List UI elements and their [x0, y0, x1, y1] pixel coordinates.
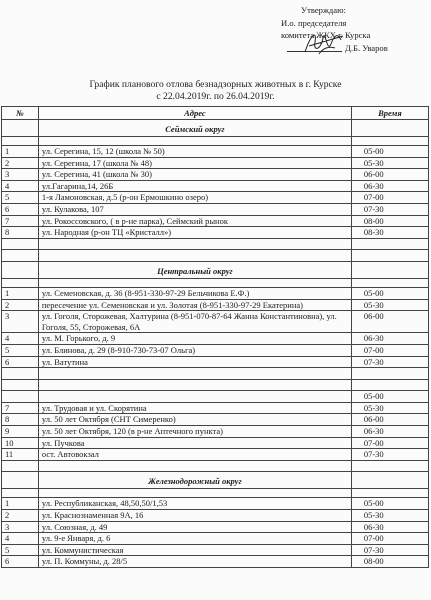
table-row: 6 ул. Кулакова, 107 07-30	[2, 203, 429, 215]
table-row: 8 ул. 50 лет Октября (СНТ Симеренко) 06-00	[2, 414, 429, 426]
table-row: 6 ул. Ватутина 07-30	[2, 356, 429, 368]
table-row: 4 ул.Гагарина,14, 26Б 06-30	[2, 180, 429, 192]
table-row: 5 ул. Блинова, д. 29 (8-910-730-73-07 Ольга) 07-00	[2, 344, 429, 356]
section-title: Центральный округ	[38, 261, 351, 278]
title-line-1: График планового отлова безнадзорных животных в г. Курске	[89, 79, 342, 90]
table-row: 4 ул. 9-е Января, д. 6 07-00	[2, 533, 429, 545]
table-row: 2 ул. Краснознаменная 9А, 16 05-30	[2, 510, 429, 522]
table-row: 3 ул. Серегина, 41 (школа № 30) 06-00	[2, 169, 429, 181]
approval-position: И.о. председателя	[281, 17, 347, 28]
header-time: Время	[351, 107, 428, 120]
document-title	[0, 79, 431, 103]
table-row: 3 ул. Гоголя, Сторожевая, Халтурина (8-951-070-87-64 Жанна Константиновна), ул. Гоголя, 55, Сторожевая, 6А 06-00	[2, 311, 429, 333]
approval-block	[281, 4, 429, 54]
approval-heading: Утверждаю:	[301, 5, 346, 15]
table-row: 11 ост. Автовокзал 07-30	[2, 449, 429, 461]
title-line-2: с 22.04.2019г. по 26.04.2019г.	[156, 91, 275, 102]
schedule-table	[1, 106, 429, 568]
section-row	[2, 261, 429, 278]
section-title: Железнодорожный округ	[38, 472, 351, 489]
section-row	[2, 472, 429, 489]
blank-row	[2, 460, 429, 472]
blank-row	[2, 379, 429, 391]
table-row: 05-00	[2, 391, 429, 403]
section-row	[2, 120, 429, 137]
blank-row	[2, 250, 429, 262]
header-address: Адрес	[38, 107, 351, 120]
table-header-row	[2, 107, 429, 120]
table-row: 1 ул. Серегина, 15, 12 (школа № 50) 05-00	[2, 146, 429, 158]
table-row: 6 ул. П. Коммуны, д. 28/5 08-00	[2, 556, 429, 568]
table-row: 7 ул. Рокоссовского, ( в р-не парка), Сеймский рынок 08-00	[2, 215, 429, 227]
table-row: 3 ул. Союзная, д. 49 06-30	[2, 521, 429, 533]
table-row: 7 ул. Трудовая и ул. Скорятина 05-30	[2, 402, 429, 414]
table-row: 2 ул. Серегина, 17 (школа № 48) 05-30	[2, 157, 429, 169]
table-row: 5 ул. Коммунистическая 07-30	[2, 544, 429, 556]
header-num: №	[2, 107, 39, 120]
table-row: 1 ул. Семеновская, д. 36 (8-951-330-97-29 Бельчикова Е.Ф.) 05-00	[2, 287, 429, 299]
section-title: Сеймский округ	[38, 120, 351, 137]
blank-row	[2, 238, 429, 250]
handwritten-signature	[301, 28, 347, 58]
table-row: 5 1-я Ламоновская, д.5 (р-он Ермошкино озеро) 07-00	[2, 192, 429, 204]
table-row: 9 ул. 50 лет Октября, 120 (в р-не Аптечного пункта) 06-30	[2, 426, 429, 438]
blank-row	[2, 489, 429, 498]
table-row: 10 ул. Пучкова 07-00	[2, 437, 429, 449]
table-row: 2 пересечение ул. Семеновская и ул. Золотая (8-951-330-97-29 Екатерина) 05-30	[2, 299, 429, 311]
table-row: 1 ул. Республиканская, 48,50,50/1,53 05-00	[2, 498, 429, 510]
blank-row	[2, 137, 429, 146]
table-row: 8 ул. Народная (р-он ТЦ «Кристалл») 08-30	[2, 227, 429, 239]
approval-committee: комитета ЖКХ г. Курска	[281, 30, 371, 40]
blank-row	[2, 368, 429, 380]
approval-name: Д.Б. Уваров	[345, 42, 388, 53]
blank-row	[2, 278, 429, 287]
table-row: 4 ул. М. Горького, д. 9 06-30	[2, 333, 429, 345]
